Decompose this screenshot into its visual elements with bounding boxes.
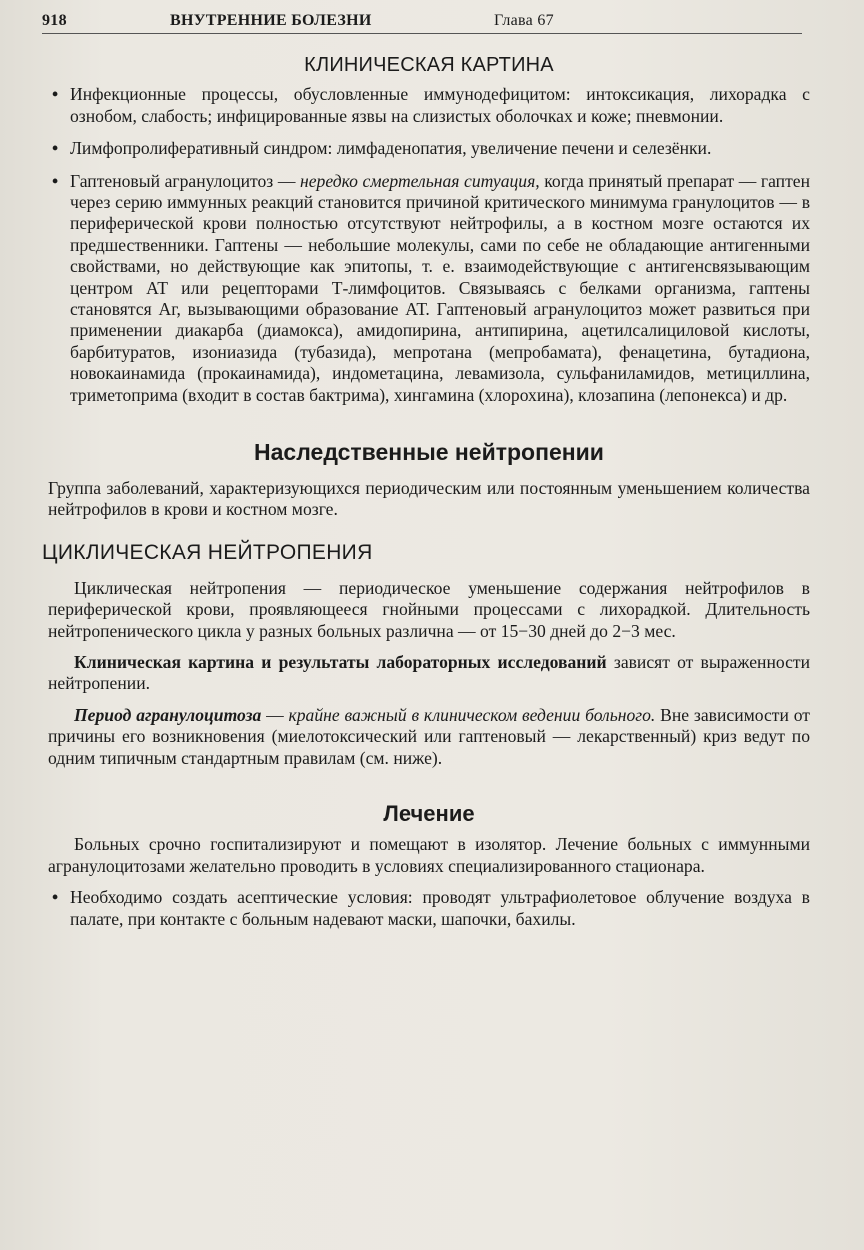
list-item-text: Необходимо создать асептические условия: проводят ультрафиолетовое облучение воздуха в палате, при контакте с больным надевают маски, шапочки, бахилы. bbox=[70, 887, 810, 929]
clinical-picture-list bbox=[48, 84, 810, 406]
bullet-icon: • bbox=[52, 84, 59, 105]
bullet-icon: • bbox=[52, 887, 59, 908]
treatment-heading: Лечение bbox=[383, 800, 475, 826]
chapter-label: Глава 67 bbox=[494, 12, 554, 29]
cyclic-heading: ЦИКЛИЧЕСКАЯ НЕЙТРОПЕНИЯ bbox=[42, 541, 373, 565]
treatment-list bbox=[48, 887, 810, 930]
list-item bbox=[48, 171, 810, 406]
cyclic-paragraph-1: Циклическая нейтропения — периодическое уменьшение содержания нейтрофилов в периферической крови, проявляющееся гнойными процессами с лихорадкой. Длительность нейтропенического цикла у разных больных различна — от 15−30 дней до 2−3 мес. bbox=[48, 577, 810, 641]
text-run: Вне зависимости от причины его возникновения (миелотоксический или гаптеновый — лекарственный) криз ведут по одним типичным стандартным правилам (см. ниже). bbox=[48, 704, 810, 768]
header-rule bbox=[42, 33, 802, 34]
hereditary-heading: Наследственные нейтропении bbox=[254, 439, 604, 466]
treatment-paragraph: Больных срочно госпитализируют и помещают в изолятор. Лечение больных с иммунными агранулоцитозами желательно проводить в условиях специализированного стационара. bbox=[48, 834, 810, 876]
list-item bbox=[48, 138, 810, 159]
list-item bbox=[48, 84, 810, 127]
bold-italic-run: Период агранулоцитоза bbox=[74, 704, 262, 725]
list-item-emphasis: нередко смертельная ситуация, bbox=[300, 170, 540, 191]
list-item-text: Инфекционные процессы, обусловленные иммунодефицитом: интоксикация, лихорадка с ознобом, слабость; инфицированные язвы на слизистых оболочках и коже; пневмонии. bbox=[70, 84, 810, 126]
list-item-lead: Гаптеновый агранулоцитоз — bbox=[70, 170, 301, 191]
running-head: ВНУТРЕННИЕ БОЛЕЗНИ bbox=[170, 12, 372, 29]
bullet-icon: • bbox=[52, 138, 59, 159]
page-number: 918 bbox=[42, 12, 67, 29]
hereditary-definition: Группа заболеваний, характеризующихся периодическим или постоянным уменьшением количества нейтрофилов в крови и костном мозге. bbox=[48, 477, 810, 519]
list-item-text: когда принятый препарат — гаптен через серию иммунных реакций становится причиной критического минимума гранулоцитов — в периферической крови полностью отсутствуют нейтрофилы, а в костном мозге остаются их предшественники. Гаптены — небольшие молекулы, сами по себе не обладающие антигенными свойствами, но действующие как эпитопы, т. е. взаимодействующие с антигенсвязывающим центром АТ или рецепторами Т-лимфоцитов. Связываясь с белками организма, гаптены становятся Аг, вызывающими образование АТ. Гаптеновый агранулоцитоз может развиться при применении диакарба (диамокса), амидопирина, антипирина, ацетилсалициловой кислоты, барбитуратов, изониазида (тубазида), мепротана (мепробамата), фенацетина, бутадиона, новокаинамида (прокаинамида), индометацина, левамизола, сульфаниламидов, метициллина, триметоприма (входит в состав бактрима), хингамина (хлорохина), клозапина (лепонекса) и др. bbox=[70, 170, 811, 405]
cyclic-paragraph-2 bbox=[48, 652, 810, 695]
list-item bbox=[48, 887, 810, 930]
page-content bbox=[42, 54, 811, 941]
cyclic-paragraph-3 bbox=[48, 705, 810, 769]
list-item-text: Лимфопролиферативный синдром: лимфаденопатия, увеличение печени и селезёнки. bbox=[70, 138, 712, 159]
clinical-picture-heading: КЛИНИЧЕСКАЯ КАРТИНА bbox=[304, 54, 554, 76]
text-run: — bbox=[261, 704, 289, 725]
bold-run: Клиническая картина и результаты лабораторных исследований bbox=[74, 651, 607, 672]
text-run: зависят от выраженности нейтропении. bbox=[48, 651, 811, 694]
italic-run: крайне важный в клиническом ведении больного. bbox=[288, 704, 656, 725]
bullet-icon: • bbox=[52, 170, 59, 191]
